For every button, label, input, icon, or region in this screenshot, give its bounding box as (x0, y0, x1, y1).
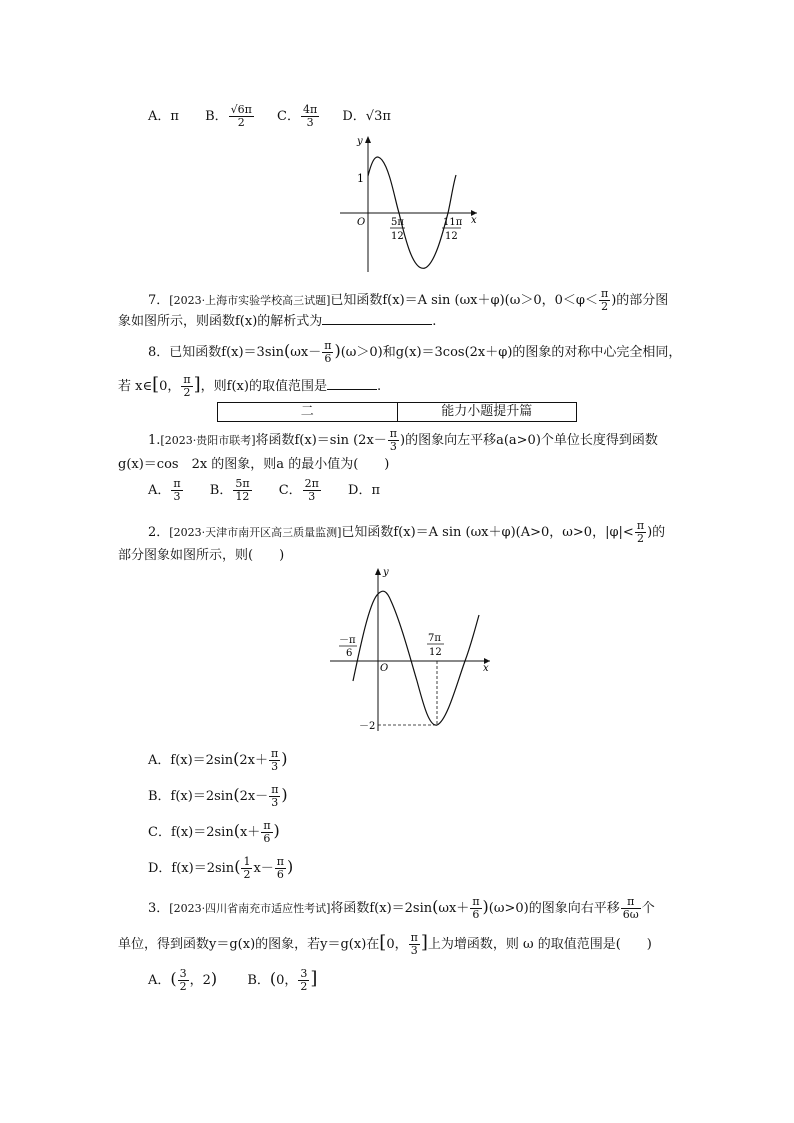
question-8-line-2: 若 x∈[0， $\frac{\pi}{2}$ ]，则f(x)的取值范围是 . (118, 373, 382, 399)
sine-graph-2 (325, 563, 495, 733)
section-header (217, 402, 577, 422)
option-d: D．√3π (342, 109, 391, 124)
origin-label: O (357, 217, 366, 228)
option-a: A．π (148, 109, 179, 124)
y-axis-arrow (375, 568, 381, 575)
answer-blank[interactable] (322, 312, 432, 325)
option-b[interactable]: B．(0， $\frac{3}{2}$ ] (247, 967, 318, 993)
section-number: 二 (218, 403, 398, 421)
problem-1-line-1: 1.[2023·贵阳市联考]将函数f(x)＝sin (2x－ $\frac{\pi}{3}$ )的图象向左平移a(a>0)个单位长度得到函数 (148, 427, 658, 453)
prev-question-options (148, 104, 391, 129)
answer-blank[interactable] (327, 377, 377, 390)
source-tag: [2023·四川省南充市适应性考试] (169, 902, 331, 915)
question-8-line-1: 8．已知函数f(x)＝3sin(ωx－ $\frac{\pi}{6}$ )(ω＞0)和g(x)＝3cos(2x＋φ)的图象的对称中心完全相同， (148, 339, 682, 365)
problem-1-line-2: g(x)＝cos 2x 的图象，则a 的最小值为( ) (118, 457, 390, 472)
option-a[interactable]: A．( $\frac{3}{2}$ ，2) (148, 967, 218, 993)
source-tag: [2023·天津市南开区高三质量监测] (169, 526, 342, 539)
option-c[interactable]: C． $\frac{2\pi}{3}$ (278, 477, 319, 503)
y-tick-neg2: －2 (359, 721, 376, 732)
option-c: C． $\frac{4\pi}{3}$ (277, 103, 318, 129)
section-title: 能力小题提升篇 (441, 404, 533, 419)
option-b[interactable]: B． $\frac{5\pi}{12}$ (209, 477, 250, 503)
question-7-line-2: 象如图所示，则函数f(x)的解析式为 . (118, 314, 437, 329)
x-tick-1-den: 6 (346, 648, 353, 659)
problem-1-options (148, 478, 402, 503)
x-tick-2-num: 7π (428, 633, 441, 644)
y-tick-1: 1 (357, 172, 364, 185)
x-tick-2-den: 12 (429, 647, 442, 658)
problem-3-line-2: 单位，得到函数y＝g(x)的图象，若y＝g(x)在[0， $\frac{\pi}{3}$ ]上为增函数，则 ω 的取值范围是( ) (118, 931, 652, 957)
question-7-line-1: 7．[2023·上海市实验学校高三试题]已知函数f(x)＝A sin (ωx＋φ)(ω＞0，0＜φ＜ $\frac{\pi}{2}$ )的部分图 (148, 287, 669, 313)
x-tick-1-den: 12 (391, 231, 404, 242)
sine-curve (353, 591, 479, 725)
problem-2-line-2: 部分图象如图所示，则( ) (118, 548, 285, 563)
option-a[interactable]: A． $\frac{\pi}{3}$ (148, 477, 181, 503)
problem-2-line-1: 2．[2023·天津市南开区高三质量监测]已知函数f(x)＝A sin (ωx＋φ)(A>0，ω>0，|φ|< $\frac{\pi}{2}$ )的 (148, 519, 666, 545)
x-label: x (471, 215, 477, 226)
x-tick-1-num: －π (339, 635, 356, 646)
x-tick-1-num: 5π (391, 217, 404, 228)
y-axis-arrow (365, 136, 371, 143)
sine-graph-1 (335, 130, 485, 275)
y-label: y (383, 567, 389, 578)
x-tick-2-num: 11π (443, 217, 463, 228)
problem-2-option-a[interactable]: A．f(x)＝2sin(2x＋ $\frac{\pi}{3}$ ) (148, 747, 288, 773)
problem-2-option-c[interactable]: C．f(x)＝2sin(x＋ $\frac{\pi}{6}$ ) (148, 819, 280, 845)
problem-3-options (148, 968, 317, 993)
x-label: x (483, 663, 489, 674)
option-b: B． $\frac{√6\pi}{2}$ (205, 103, 252, 129)
source-tag: [2023·贵阳市联考] (160, 434, 256, 447)
problem-2-option-d[interactable]: D．f(x)＝2sin( $\frac{1}{2}$ x－ $\frac{\pi}{6}$ ) (148, 855, 294, 881)
problem-3-line-1: 3．[2023·四川省南充市适应性考试]将函数f(x)＝2sin(ωx＋ $\frac{\pi}{6}$ )(ω>0)的图象向右平移 $\frac{\pi}{6\omega}$ 个 (148, 895, 655, 921)
origin-label: O (380, 663, 389, 674)
problem-2-option-b[interactable]: B．f(x)＝2sin(2x－ $\frac{\pi}{3}$ ) (148, 783, 288, 809)
y-label: y (357, 136, 363, 147)
option-d[interactable]: D．π (348, 483, 380, 498)
x-tick-2-den: 12 (445, 231, 458, 242)
source-tag: [2023·上海市实验学校高三试题] (169, 294, 331, 307)
